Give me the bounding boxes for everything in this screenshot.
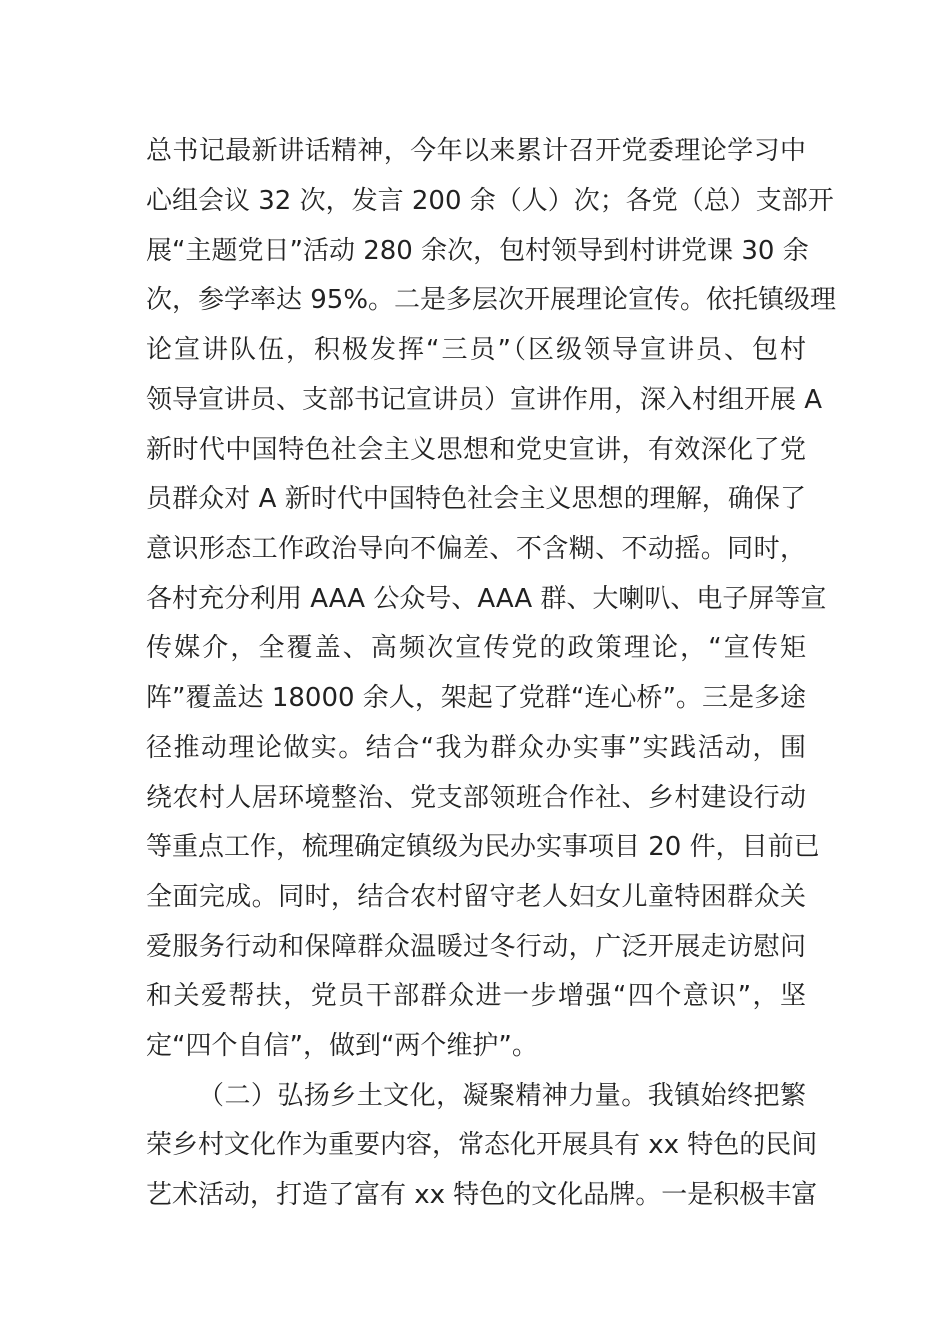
text-line: 径推动理论做实。结合“我为群众办实事”实践活动，围: [146, 733, 806, 763]
text-line: 定“四个自信”，做到“两个维护”。: [146, 1031, 538, 1061]
text-line: 心组会议 32 次，发言 200 余（人）次；各党（总）支部开: [146, 186, 834, 216]
text-line: 论宣讲队伍，积极发挥“三员”（区级领导宣讲员、包村: [146, 335, 806, 365]
text-line: 艺术活动，打造了富有 xx 特色的文化品牌。一是积极丰富: [146, 1180, 818, 1210]
text-line: 荣乡村文化作为重要内容，常态化开展具有 xx 特色的民间: [146, 1130, 818, 1160]
text-line: 员群众对 A 新时代中国特色社会主义思想的理解，确保了: [146, 484, 806, 514]
text-line: 阵”覆盖达 18000 余人，架起了党群“连心桥”。三是多途: [146, 683, 806, 713]
text-line: 领导宣讲员、支部书记宣讲员）宣讲作用，深入村组开展 A: [146, 385, 823, 415]
text-line: 等重点工作，梳理确定镇级为民办实事项目 20 件，目前已: [146, 832, 820, 862]
paragraph-start-line: （二）弘扬乡土文化，凝聚精神力量。我镇始终把繁: [198, 1081, 806, 1111]
text-line: 和关爱帮扶，党员干部群众进一步增强“四个意识”，坚: [146, 981, 806, 1011]
text-line: 展“主题党日”活动 280 余次，包村领导到村讲党课 30 余: [146, 236, 809, 266]
text-line: 意识形态工作政治导向不偏差、不含糊、不动摇。同时，: [146, 534, 806, 564]
text-line: 绕农村人居环境整治、党支部领班合作社、乡村建设行动: [146, 783, 806, 813]
text-line: 爱服务行动和保障群众温暖过冬行动，广泛开展走访慰问: [146, 932, 806, 962]
text-line: 总书记最新讲话精神，今年以来累计召开党委理论学习中: [146, 136, 806, 166]
text-line: 新时代中国特色社会主义思想和党史宣讲，有效深化了党: [146, 435, 806, 465]
text-line: 传媒介，全覆盖、高频次宣传党的政策理论，“宣传矩: [146, 633, 806, 663]
text-line: 次，参学率达 95%。二是多层次开展理论宣传。依托镇级理: [146, 285, 837, 315]
text-line: 各村充分利用 AAA 公众号、AAA 群、大喇叭、电子屏等宣: [146, 584, 827, 614]
text-line: 全面完成。同时，结合农村留守老人妇女儿童特困群众关: [146, 882, 806, 912]
